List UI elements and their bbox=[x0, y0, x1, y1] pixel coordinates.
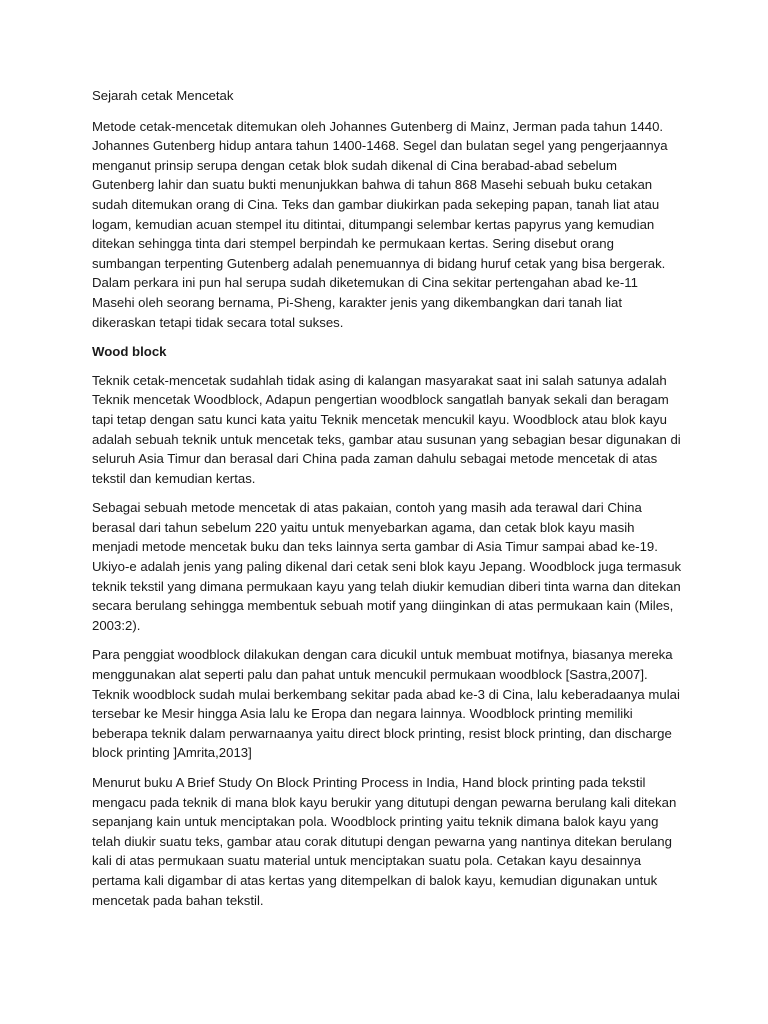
section-paragraph-1: Teknik cetak-mencetak sudahlah tidak asing di kalangan masyarakat saat ini salah satunya adalah Teknik mencetak Woodblock, Adapun pengertian woodblock sangatlah banyak sekali dan beragam tapi tetap dengan satu kunci kata yaitu Teknik mencetak mencukil kayu. Woodblock atau blok kayu adalah sebuah teknik untuk mencetak teks, gambar atau susunan yang sebagian besar digunakan di seluruh Asia Timur dan berasal dari China pada zaman dahulu sebagai metode mencetak di atas tekstil dan kemudian kertas. bbox=[92, 372, 681, 486]
section-paragraph-3: Para penggiat woodblock dilakukan dengan cara dicukil untuk membuat motifnya, biasanya mereka menggunakan alat seperti palu dan pahat untuk mencukil permukaan woodblock [Sastra,2007]. Teknik woodblock sudah mulai berkembang sekitar pada abad ke-3 di Cina, lalu keberadaanya mulai tersebar ke Mesir hingga Asia lalu ke Eropa dan negara lainnya. Woodblock printing memiliki beberapa teknik dalam perwarnaanya yaitu direct block printing, resist block printing, dan discharge block printing ]Amrita,2013] bbox=[92, 647, 680, 761]
intro-paragraph: Metode cetak-mencetak ditemukan oleh Johannes Gutenberg di Mainz, Jerman pada tahun 1440. Johannes Gutenberg hidup antara tahun 1400-1468. Segel dan bulatan segel yang pengerjaannya menganut prinsip serupa dengan cetak blok sudah dikenal di Cina berabad-abad sebelum Gutenberg lahir dan suatu bukti menunjukkan bahwa di tahun 868 Masehi sebuah buku cetakan sudah ditemukan orang di Cina. Teks dan gambar diukirkan pada sekeping papan, tanah liat atau logam, kemudian acuan stempel itu ditintai, ditumpangi selembar kertas papyrus yang kemudian ditekan sehingga tinta dari stempel berpindah ke permukaan kertas. Sering disebut orang sumbangan terpenting Gutenberg adalah penemuannya di bidang huruf cetak yang bisa bergerak. Dalam perkara ini pun hal serupa sudah diketemukan di Cina sekitar pertengahan abad ke-11 Masehi oleh seorang bernama, Pi-Sheng, karakter jenis yang dikembangkan dari tanah liat dikeraskan tetapi tidak secara total sukses. bbox=[92, 118, 668, 330]
document-page bbox=[92, 86, 682, 920]
document-title: Sejarah cetak Mencetak bbox=[92, 88, 234, 103]
section-paragraph-2: Sebagai sebuah metode mencetak di atas pakaian, contoh yang masih ada terawal dari China berasal dari tahun sebelum 220 yaitu untuk menyebarkan agama, dan cetak blok kayu masih menjadi metode mencetak buku dan teks lainnya serta gambar di Asia Timur sampai abad ke-19. Ukiyo-e adalah jenis yang paling dikenal dari cetak seni blok kayu Jepang. Woodblock juga termasuk teknik tekstil yang dimana permukaan kayu yang telah diukir kemudian diberi tinta warna dan ditekan secara berulang sehingga membentuk sebuah motif yang diinginkan di atas permukaan kain (Miles, 2003:2). bbox=[92, 500, 682, 633]
section-paragraph-4: Menurut buku A Brief Study On Block Printing Process in India, Hand block printing pada tekstil mengacu pada teknik di mana blok kayu berukir yang ditutupi dengan pewarna berulang kali ditekan sepanjang kain untuk menciptakan pola. Woodblock printing yaitu teknik dimana balok kayu yang telah diukir suatu teks, gambar atau corak ditutupi dengan pewarna yang nantinya ditekan berulang kali di atas permukaan suatu material untuk menciptakan suatu pola. Cetakan kayu desainnya pertama kali digambar di atas kertas yang ditempelkan di balok kayu, kemudian digunakan untuk mencetak pada bahan tekstil. bbox=[92, 775, 677, 908]
section-heading: Wood block bbox=[92, 344, 167, 360]
